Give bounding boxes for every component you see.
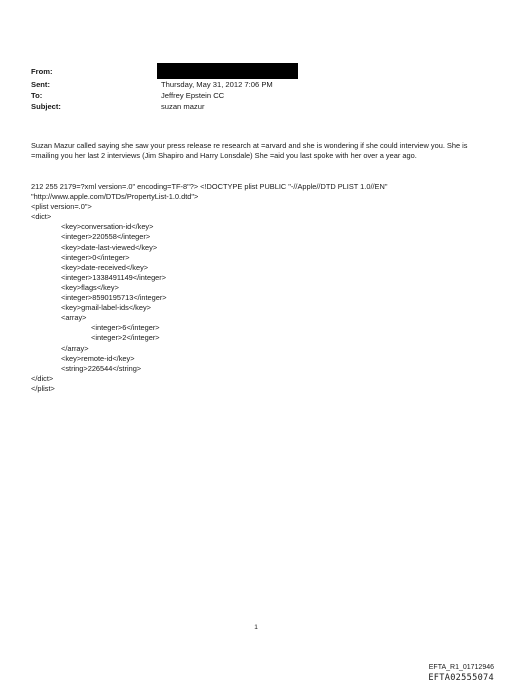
message-paragraph: Suzan Mazur called saying she saw your press release re research at =arvard and she is wondering if she could interview you. She is =mailing you her last 2 interviews (Jim Shapiro and Harry Lonsdale) She =aid you last spoke with her over a year ago. (31, 141, 468, 161)
sent-label: Sent: (31, 80, 50, 89)
xml-line: <integer>6</integer> (91, 323, 160, 333)
xml-line: <key>date-last-viewed</key> (61, 242, 158, 252)
redaction-bar (157, 63, 298, 79)
xml-line: 212 255 2179=?xml version=.0" encoding=TF-8"?> <!DOCTYPE plist PUBLIC "-//Apple//DTD PLIST 1.0//EN" (31, 182, 388, 191)
xml-line: <integer>0</integer> (61, 252, 130, 262)
message-body (31, 141, 481, 161)
xml-line: <integer>8590195713</integer> (61, 293, 167, 303)
xml-line: <key>flags</key> (61, 282, 119, 292)
xml-line: <key>gmail-label-ids</key> (61, 303, 151, 313)
xml-line: "http://www.apple.com/DTDs/PropertyList-1.0.dtd"> (31, 192, 199, 202)
xml-line: <plist version=.0"> (31, 202, 92, 212)
xml-block (31, 182, 481, 394)
page-number: 1 (254, 624, 258, 631)
xml-line: <key>remote-id</key> (61, 353, 135, 363)
xml-line: <array> (61, 313, 87, 323)
xml-line: <key>date-received</key> (61, 262, 149, 272)
subject-value: suzan mazur (161, 102, 205, 111)
xml-line: <integer>220558</integer> (61, 232, 151, 242)
xml-line: <string>226544</string> (61, 363, 142, 373)
xml-line: </array> (61, 343, 89, 353)
subject-label: Subject: (31, 102, 61, 111)
xml-line: <dict> (31, 212, 52, 222)
xml-line: <integer>2</integer> (91, 333, 160, 343)
sent-value: Thursday, May 31, 2012 7:06 PM (161, 80, 273, 89)
xml-line: <integer>1338491149</integer> (61, 272, 167, 282)
to-value: Jeffrey Epstein CC (161, 91, 225, 100)
xml-line: </plist> (31, 383, 55, 393)
xml-line: <key>conversation-id</key> (61, 222, 154, 232)
xml-line: </dict> (31, 373, 54, 383)
bates-number-small: EFTA_R1_01712946 (428, 664, 494, 671)
from-label: From: (31, 67, 53, 76)
to-label: To: (31, 91, 43, 100)
bates-number-large: EFTA02555074 (428, 673, 494, 683)
